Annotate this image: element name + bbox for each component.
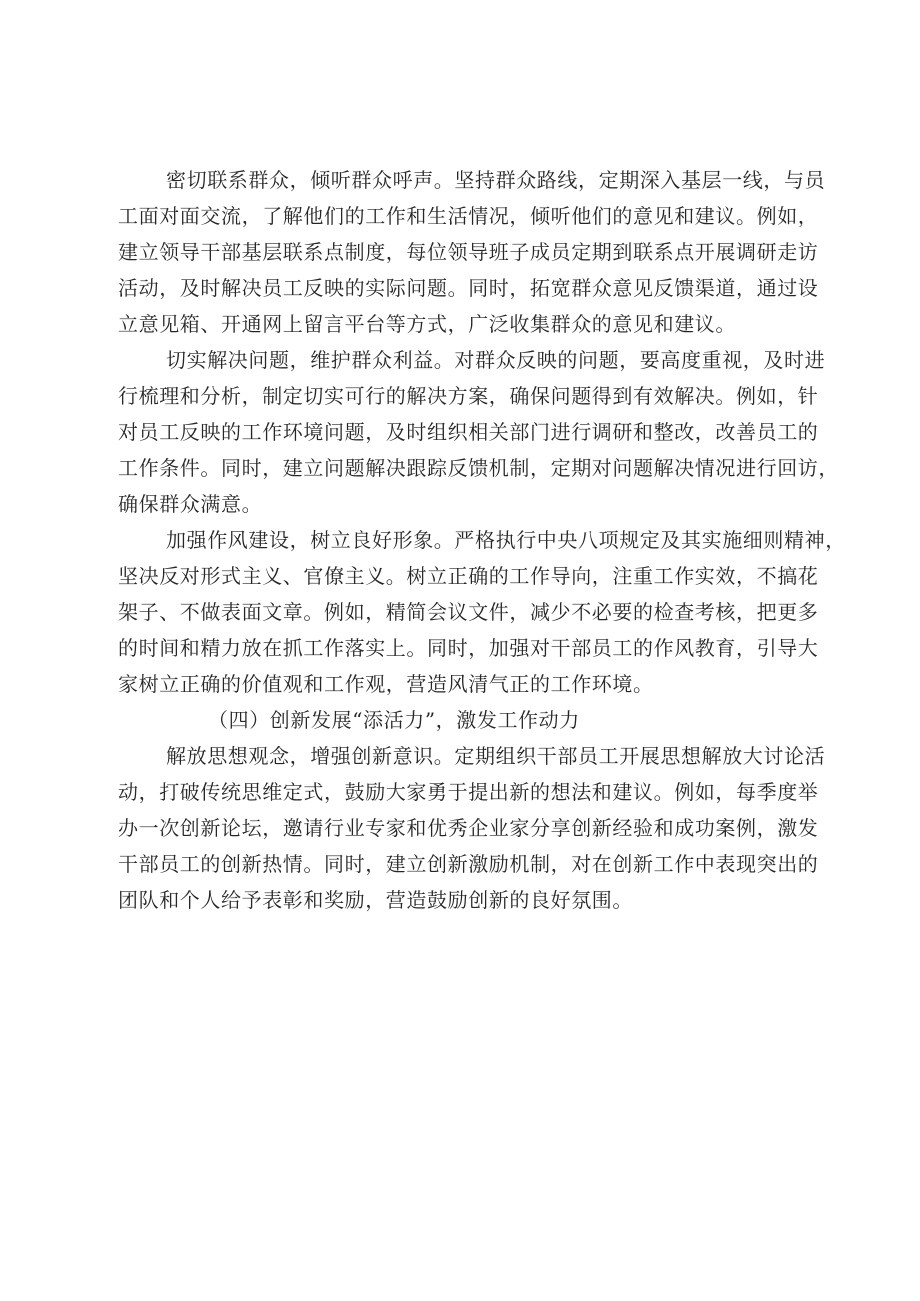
paragraph-line: 建立领导干部基层联系点制度，每位领导班子成员定期到联系点开展调研走访 bbox=[118, 240, 819, 264]
paragraph-line: 工面对面交流，了解他们的工作和生活情况，倾听他们的意见和建议。例如， bbox=[118, 204, 819, 228]
paragraph-line: 活动，及时解决员工反映的实际问题。同时，拓宽群众意见反馈渠道，通过设 bbox=[118, 276, 819, 300]
paragraph-line: 切实解决问题，维护群众利益。对群众反映的问题，要高度重视，及时进 bbox=[166, 348, 826, 372]
paragraph-line: 团队和个人给予表彰和奖励，营造鼓励创新的良好氛围。 bbox=[118, 888, 633, 912]
paragraph-line: 架子、不做表面文章。例如，精简会议文件，减少不必要的检查考核，把更多 bbox=[118, 600, 819, 624]
paragraph-contact-masses bbox=[118, 162, 826, 342]
paragraph-line: 对员工反映的工作环境问题，及时组织相关部门进行调研和整改，改善员工的 bbox=[118, 420, 819, 444]
paragraph-line: 密切联系群众，倾听群众呼声。坚持群众路线，定期深入基层一线，与员 bbox=[166, 168, 826, 192]
paragraph-line: 干部员工的创新热情。同时，建立创新激励机制，对在创新工作中表现突出的 bbox=[118, 852, 819, 876]
section-heading: （四）创新发展“添活力”，激发工作动力 bbox=[208, 708, 580, 732]
paragraph-solve-problems bbox=[118, 342, 839, 522]
paragraph-line: 确保群众满意。 bbox=[118, 492, 263, 516]
paragraph-line: 加强作风建设，树立良好形象。严格执行中央八项规定及其实施细则精神， bbox=[166, 528, 846, 552]
paragraph-work-style bbox=[118, 522, 846, 702]
document-body bbox=[118, 162, 846, 918]
paragraph-line: 办一次创新论坛，邀请行业专家和优秀企业家分享创新经验和成功案例，激发 bbox=[118, 816, 819, 840]
paragraph-line: 家树立正确的价值观和工作观，营造风清气正的工作环境。 bbox=[118, 672, 654, 696]
paragraph-line: 坚决反对形式主义、官僚主义。树立正确的工作导向，注重工作实效，不搞花 bbox=[118, 564, 819, 588]
paragraph-line: 工作条件。同时，建立问题解决跟踪反馈机制，定期对问题解决情况进行回访， bbox=[118, 456, 839, 480]
paragraph-line: 行梳理和分析，制定切实可行的解决方案，确保问题得到有效解决。例如，针 bbox=[118, 384, 819, 408]
paragraph-line: 立意见箱、开通网上留言平台等方式，广泛收集群众的意见和建议。 bbox=[118, 312, 736, 336]
paragraph-line: 解放思想观念，增强创新意识。定期组织干部员工开展思想解放大讨论活 bbox=[166, 744, 826, 768]
paragraph-innovation bbox=[118, 738, 826, 918]
paragraph-line: 的时间和精力放在抓工作落实上。同时，加强对干部员工的作风教育，引导大 bbox=[118, 636, 819, 660]
paragraph-line: 动，打破传统思维定式，鼓励大家勇于提出新的想法和建议。例如，每季度举 bbox=[118, 780, 819, 804]
